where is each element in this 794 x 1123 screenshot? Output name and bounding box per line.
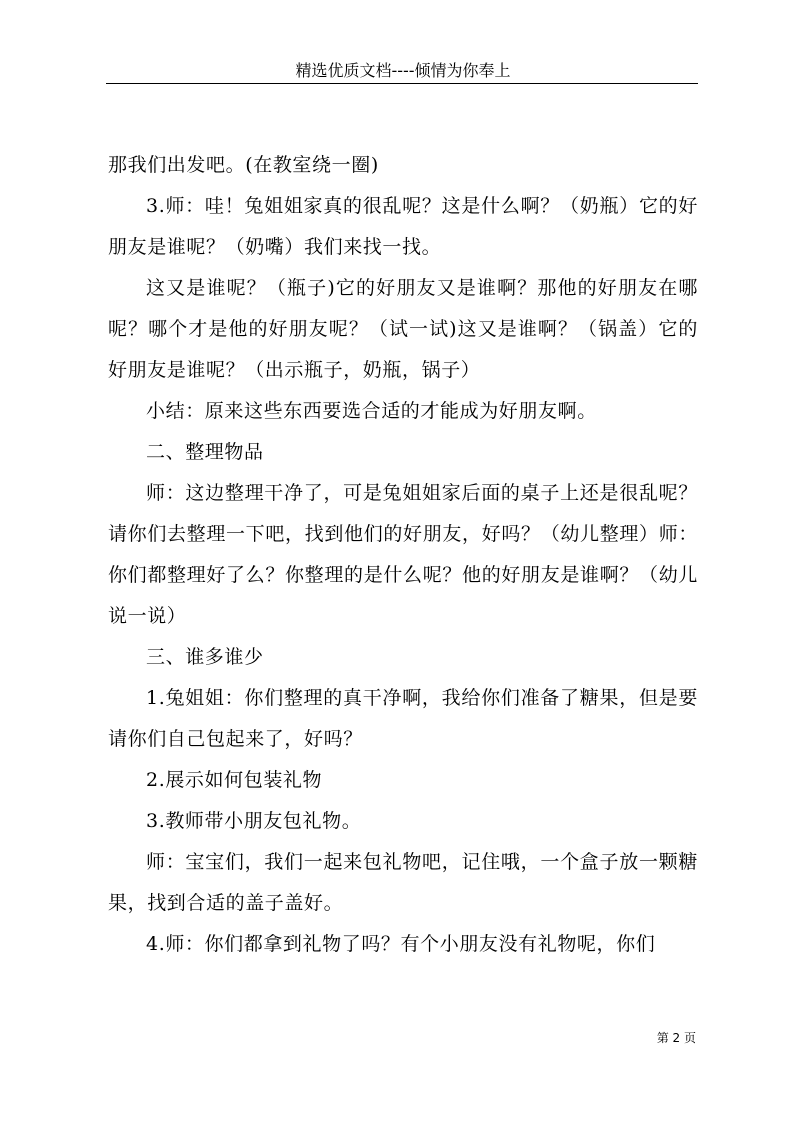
paragraph: 师：宝宝们，我们一起来包礼物吧，记住哦，一个盒子放一颗糖果，找到合适的盖子盖好。 — [108, 851, 698, 914]
header-divider — [106, 83, 698, 84]
paragraph: 师：这边整理干净了，可是兔姐姐家后面的桌子上还是很乱呢？请你们去整理一下吧，找到他们的好朋友，好吗？（幼儿整理）师：你们都整理好了么？你整理的是什么呢？他的好朋友是谁啊？（幼儿说一说） — [108, 482, 698, 627]
paragraph: 3.教师带小朋友包礼物。 — [146, 810, 362, 832]
paragraph: 4.师：你们都拿到礼物了吗？有个小朋友没有礼物呢，你们 — [146, 933, 656, 955]
document-body — [108, 145, 698, 965]
section-heading: 三、谁多谁少 — [146, 646, 264, 668]
paragraph: 1.兔姐姐：你们整理的真干净啊，我给你们准备了糖果，但是要请你们自己包起来了，好吗？ — [108, 687, 698, 750]
section-heading: 二、整理物品 — [146, 441, 264, 463]
page-header-title: 精选优质文档----倾情为你奉上 — [295, 61, 511, 80]
page-number: 第 2 页 — [656, 1031, 696, 1045]
paragraph: 这又是谁呢？（瓶子)它的好朋友又是谁啊？那他的好朋友在哪呢？哪个才是他的好朋友呢？（试一试)这又是谁啊？（锅盖）它的好朋友是谁呢？（出示瓶子，奶瓶，锅子） — [108, 277, 698, 381]
paragraph: 3.师：哇！兔姐姐家真的很乱呢？这是什么啊？（奶瓶）它的好朋友是谁呢？（奶嘴）我们来找一找。 — [108, 195, 698, 258]
paragraph: 2.展示如何包装礼物 — [146, 769, 323, 791]
paragraph: 那我们出发吧。(在教室绕一圈) — [108, 154, 379, 176]
paragraph: 小结：原来这些东西要选合适的才能成为好朋友啊。 — [146, 400, 597, 422]
